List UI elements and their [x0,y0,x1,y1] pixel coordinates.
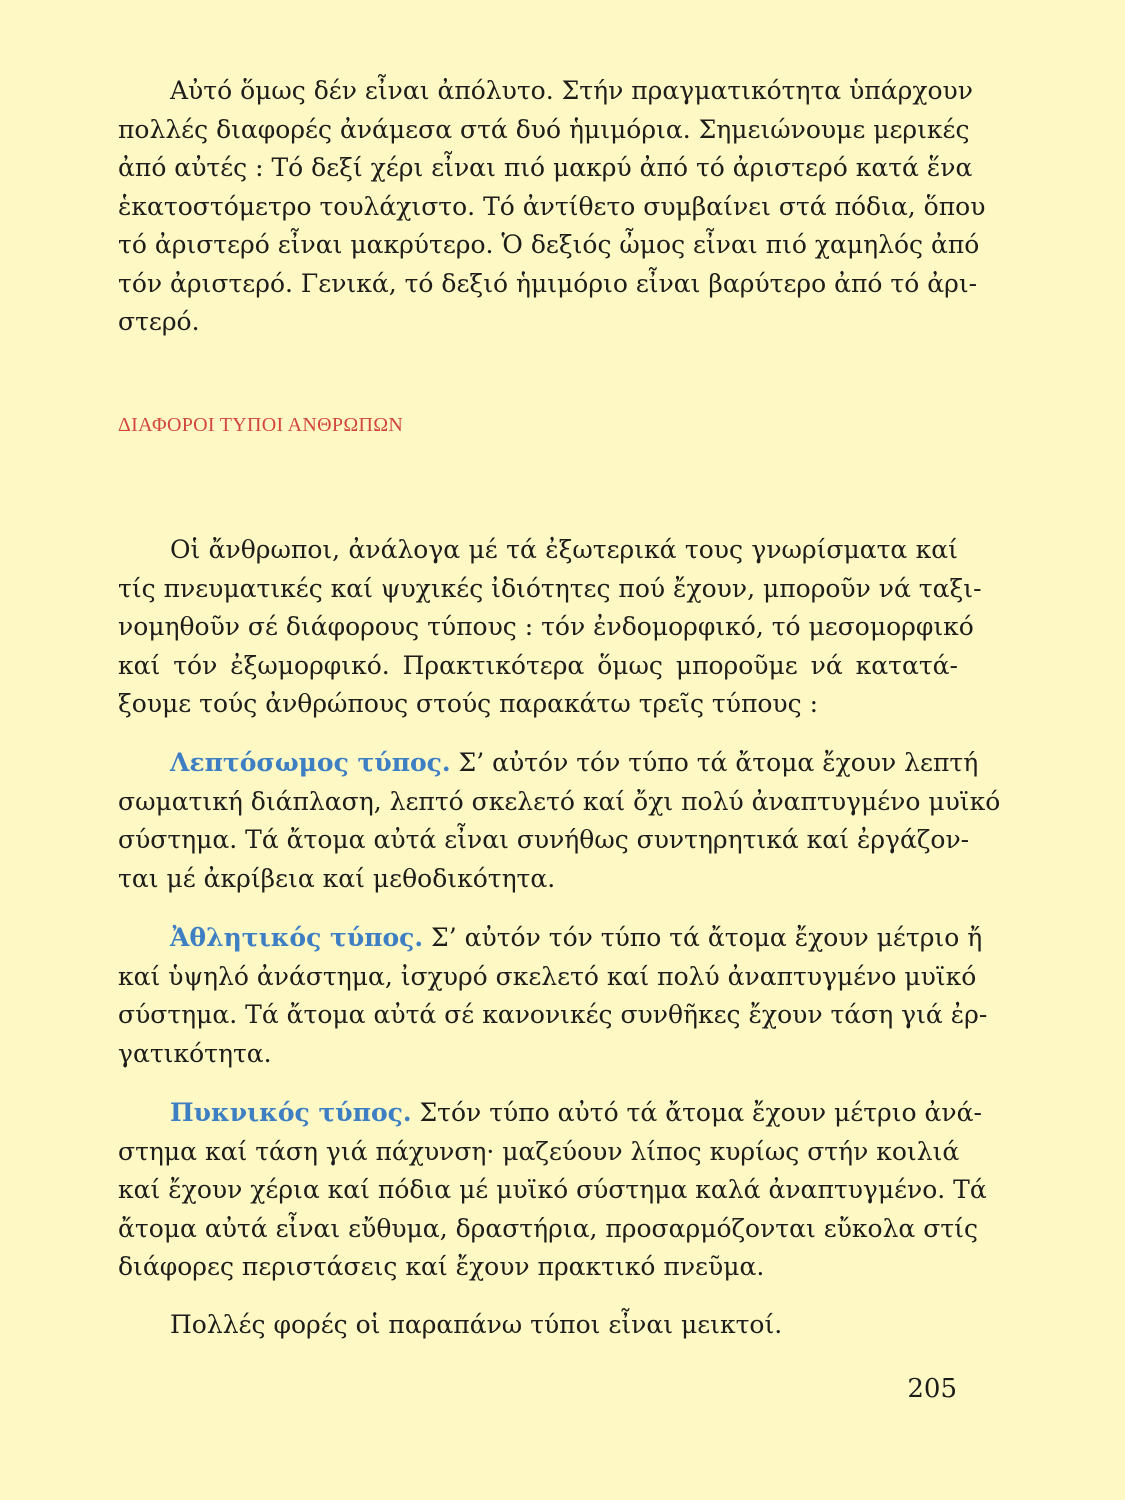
text-line: Οἱ ἄνθρωποι, ἀνάλογα μέ τά ἐξωτερικά τους γνωρίσματα καί [170,535,958,564]
text-line: σύστημα. Τά ἄτομα αὐτά σέ κανονικές συνθῆκες ἔχουν τάση γιά ἐρ- [118,1000,988,1029]
text-run: Στόν τύπο αὐτό τά ἄτομα ἔχουν μέτριο ἀνά- [411,1098,982,1127]
text-line [118,744,979,783]
text-line: Πολλές φορές οἱ παραπάνω τύποι εἶναι μεικτοί. [170,1310,783,1339]
type-term: Ἀθλητικός τύπος. [170,923,424,952]
text-line: ται μέ ἀκρίβεια καί μεθοδικότητα. [118,863,556,893]
text-line: γατικότητα. [118,1038,272,1068]
text-line: στερό. [118,307,200,336]
text-line: πολλές διαφορές ἀνάμεσα στά δυό ἡμιμόρια. Σημειώνουμε μερικές [118,114,970,144]
text-line: καί τόν ἐξωμορφικό. Πρακτικότερα ὅμως μποροῦμε νά κατατά- [118,650,958,680]
text-line: σωματική διάπλαση, λεπτό σκελετό καί ὄχι πολύ ἀναπτυγμένο μυϊκό [118,786,1001,816]
page-number: 205 [907,1374,957,1404]
text-line: τίς πνευματικές καί ψυχικές ἰδιότητες πού ἔχουν, μποροῦν νά ταξι- [118,573,982,603]
paragraph-leptosomatic-type [118,744,1001,898]
text-line: σύστημα. Τά ἄτομα αὐτά εἶναι συνήθως συντηρητικά καί ἐργάζον- [118,825,970,854]
text-run: Σ’ αὐτόν τόν τύπο τά ἄτομα ἔχουν λεπτή [450,748,979,777]
paragraph-pyknic-type [118,1094,987,1287]
text-line: τό ἀριστερό εἶναι μακρύτερο. Ὁ δεξιός ὦμος εἶναι πιό χαμηλός ἀπό [118,230,980,259]
text-line: ξουμε τούς ἀνθρώπους στούς παρακάτω τρεῖς τύπους : [118,689,818,718]
text-run: Σ’ αὐτόν τόν τύπο τά ἄτομα ἔχουν μέτριο ἤ [423,923,983,952]
type-term: Λεπτόσωμος τύπος. [170,748,451,777]
section-heading: ΔΙΑΦΟΡΟΙ ΤΥΠΟΙ ΑΝΘΡΩΠΩΝ [118,414,404,436]
paragraph-intro-types [118,531,982,724]
text-line: τόν ἀριστερό. Γενικά, τό δεξιό ἡμιμόριο εἶναι βαρύτερο ἀπό τό ἀρι- [118,268,978,298]
text-line: ἑκατοστόμετρο τουλάχιστο. Τό ἀντίθετο συμβαίνει στά πόδια, ὅπου [118,191,986,221]
text-line [118,1094,982,1133]
text-line: στημα καί τάση γιά πάχυνση· μαζεύουν λίπος κυρίως στήν κοιλιά [118,1136,960,1166]
text-line: διάφορες περιστάσεις καί ἔχουν πρακτικό πνεῦμα. [118,1252,765,1281]
paragraph-athletic-type [118,919,988,1073]
text-line: ἄτομα αὐτά εἶναι εὔθυμα, δραστήρια, προσαρμόζονται εὔκολα στίς [118,1213,978,1243]
text-line: Αὐτό ὅμως δέν εἶναι ἀπόλυτο. Στήν πραγματικότητα ὑπάρχουν [170,76,973,105]
text-line: ἀπό αὐτές : Τό δεξί χέρι εἶναι πιό μακρύ ἀπό τό ἀριστερό κατά ἕνα [118,153,973,182]
paragraph-hemispheres [118,72,986,342]
text-line [118,919,983,958]
text-line: καί ἔχουν χέρια καί πόδια μέ μυϊκό σύστημα καλά ἀναπτυγμένο. Τά [118,1175,987,1204]
paragraph-closing [118,1306,958,1345]
text-line: καί ὑψηλό ἀνάστημα, ἰσχυρό σκελετό καί πολύ ἀναπτυγμένο μυϊκό [118,961,977,991]
text-line: νομηθοῦν σέ διάφορους τύπους : τόν ἐνδομορφικό, τό μεσομορφικό [118,612,974,641]
type-term: Πυκνικός τύπος. [170,1098,412,1127]
